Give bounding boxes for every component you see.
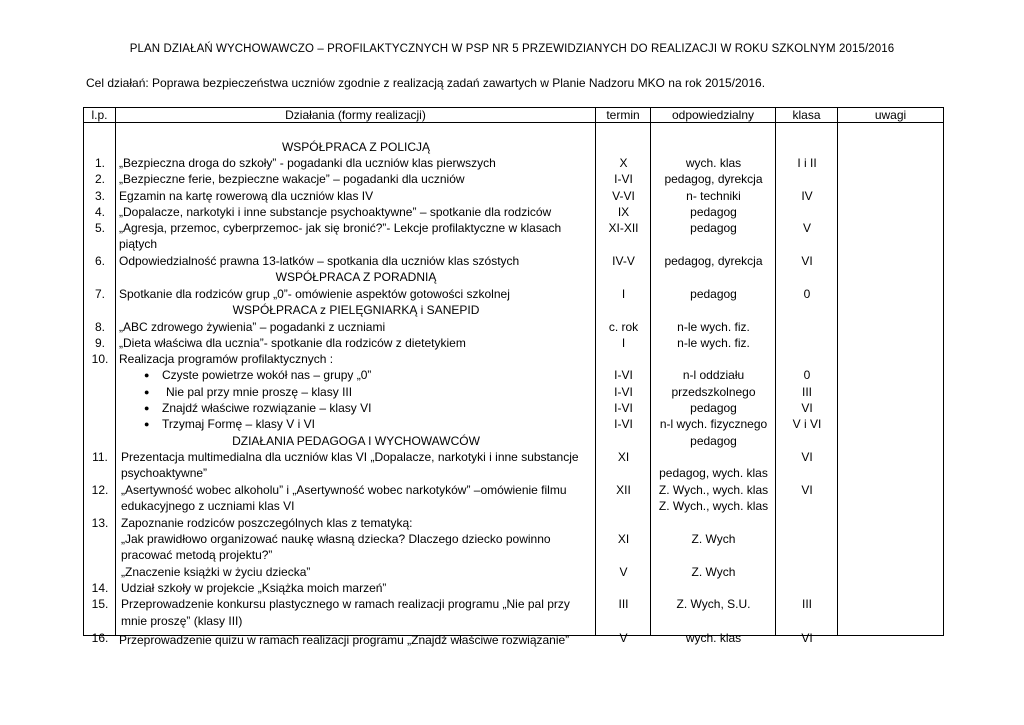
term-value: III <box>618 597 629 611</box>
bullet-icon: ● <box>144 403 150 413</box>
responsible-value: przedszkolnego <box>671 385 756 399</box>
lp-number: 11. <box>92 450 108 464</box>
goal-statement: Cel działań: Poprawa bezpieczeństwa uczniów zgodnie z realizacją zadań zawartych w Planie Nadzoru MKO na rok 2015/2016. <box>86 76 766 90</box>
responsible-value: pedagog <box>690 401 737 415</box>
action-text: Prezentacja multimedialna dla uczniów klas VI „Dopalacze, narkotyki i inne substancje <box>121 450 579 464</box>
responsible-value: pedagog <box>690 221 737 235</box>
responsible-value: Z. Wych <box>691 565 736 579</box>
lp-column <box>84 123 116 645</box>
action-text: „Znaczenie książki w życiu dziecka” <box>121 565 311 579</box>
class-value: VI <box>801 483 813 497</box>
actions-column <box>116 123 596 647</box>
responsible-value: pedagog <box>690 205 737 219</box>
class-value: III <box>801 597 812 611</box>
action-text: piątych <box>119 237 158 251</box>
action-text: „Dieta właściwa dla ucznia”- spotkanie dla rodziców z dietetykiem <box>119 336 466 350</box>
header-notes: uwagi <box>838 108 944 123</box>
term-value: IV-V <box>612 254 635 268</box>
responsible-value: wych. klas <box>685 156 742 170</box>
term-value: V <box>619 631 628 645</box>
term-value: I-VI <box>614 417 633 431</box>
lp-number: 15. <box>91 597 109 611</box>
action-text: pracować metodą projektu?” <box>121 548 273 562</box>
bullet-icon: ● <box>144 370 150 380</box>
term-value: XI <box>617 532 630 546</box>
responsible-value: Z. Wych., wych. klas <box>658 499 769 513</box>
program-item: Znajdź właściwe rozwiązanie – klasy VI <box>162 401 372 415</box>
term-value: X <box>619 156 628 170</box>
term-value: IX <box>617 205 630 219</box>
term-value: I-VI <box>614 172 633 186</box>
lp-number: 1. <box>94 156 105 170</box>
responsible-value: wych. klas <box>685 631 742 645</box>
action-text: mnie proszę” (klasy III) <box>121 614 243 628</box>
action-text: Odpowiedzialność prawna 13-latków – spotkania dla uczniów klas szóstych <box>119 254 520 268</box>
action-text: Przeprowadzenie quizu w ramach realizacji programu „Znajdź właściwe rozwiązanie” <box>119 633 570 647</box>
term-value: XII <box>616 483 631 497</box>
page-title: PLAN DZIAŁAŃ WYCHOWAWCZO – PROFILAKTYCZNYCH W PSP NR 5 PRZEWIDZIANYCH DO REALIZACJI W ROKU SZKOLNYM 2015/2016 <box>129 43 895 55</box>
responsible-value: n-l wych. fizycznego <box>659 417 768 431</box>
class-value: VI <box>801 450 813 464</box>
term-value: XI-XII <box>608 221 639 235</box>
responsible-value: pedagog, dyrekcja <box>664 254 763 268</box>
class-value: V i VI <box>792 417 822 431</box>
section-heading: DZIAŁANIA PEDAGOGA I WYCHOWAWCÓW <box>232 434 480 448</box>
class-value: 0 <box>803 368 811 382</box>
action-text: Przeprowadzenie konkursu plastycznego w ramach realizacji programu „Nie pal przy <box>121 597 570 611</box>
action-text: „Dopalacze, narkotyki i inne substancje psychoaktywne” – spotkanie dla rodziców <box>119 205 552 219</box>
header-term: termin <box>596 108 651 123</box>
lp-number: 12. <box>91 483 109 497</box>
action-text: Spotkanie dla rodziców grup „0”- omówienie aspektów gotowości szkolnej <box>119 287 510 301</box>
section-heading: WSPÓŁPRACA Z POLICJĄ <box>281 140 431 154</box>
plan-table <box>83 107 944 647</box>
class-value: 0 <box>803 287 811 301</box>
class-value: IV <box>801 189 813 203</box>
lp-number: 10. <box>91 352 109 366</box>
action-text: edukacyjnego z uczniami klas VI <box>121 499 295 513</box>
action-text: Realizacja programów profilaktycznych : <box>119 352 334 366</box>
term-value: XI <box>617 450 630 464</box>
term-column <box>596 123 651 645</box>
term-value: I-VI <box>614 385 633 399</box>
term-value: V-VI <box>612 189 635 203</box>
lp-number: 6. <box>94 254 105 268</box>
class-column <box>776 123 838 645</box>
class-value: VI <box>801 254 813 268</box>
action-text: psychoaktywne” <box>121 466 208 480</box>
responsible-value: Z. Wych., wych. klas <box>658 483 769 497</box>
responsible-value: n-le wych. fiz. <box>677 336 750 350</box>
lp-number: 5. <box>94 221 105 235</box>
bullet-icon: ● <box>144 419 150 429</box>
action-text: Zapoznanie rodziców poszczególnych klas z tematyką: <box>121 516 413 530</box>
action-text: „ABC zdrowego żywienia” – pogadanki z uczniami <box>119 320 386 334</box>
lp-number: 2. <box>94 172 105 186</box>
term-value: I <box>621 287 626 301</box>
responsible-value: Z. Wych <box>691 532 736 546</box>
header-responsible: odpowiedzialny <box>651 108 776 123</box>
action-text: „Jak prawidłowo organizować naukę własną dziecka? Dlaczego dziecko powinno <box>121 532 551 546</box>
action-text: Udział szkoły w projekcie „Książka moich marzeń” <box>121 581 387 595</box>
action-text: „Bezpieczne ferie, bezpieczne wakacje” – pogadanki dla uczniów <box>119 172 465 186</box>
table-header-row <box>84 108 944 123</box>
responsible-value: n-le wych. fiz. <box>677 320 750 334</box>
responsible-column <box>651 123 776 645</box>
responsible-value: pedagog, dyrekcja <box>664 172 763 186</box>
header-class: klasa <box>776 108 838 123</box>
lp-number: 9. <box>94 336 105 350</box>
lp-number: 3. <box>94 189 105 203</box>
term-value: V <box>619 565 628 579</box>
class-value: I i II <box>797 156 817 170</box>
responsible-value: n-l oddziału <box>682 368 745 382</box>
class-value: V <box>802 221 811 235</box>
class-value: VI <box>801 401 813 415</box>
term-value: I-VI <box>614 401 633 415</box>
lp-number: 8. <box>94 320 105 334</box>
section-heading: WSPÓŁPRACA z PIELĘGNIARKĄ i SANEPID <box>232 303 480 317</box>
action-text: Egzamin na kartę rowerową dla uczniów klas IV <box>119 189 374 203</box>
lp-number: 14. <box>91 581 109 595</box>
responsible-value: n- techniki <box>686 189 741 203</box>
responsible-value: pedagog <box>690 434 737 448</box>
program-item: Czyste powietrze wokół nas – grupy „0” <box>162 368 372 382</box>
table-body-row <box>84 123 944 636</box>
action-text: „Asertywność wobec alkoholu” i „Asertywność wobec narkotyków” –omówienie filmu <box>121 483 567 497</box>
lp-number: 13. <box>91 516 109 530</box>
class-value: III <box>801 385 812 399</box>
term-value: I <box>621 336 626 350</box>
program-item: Nie pal przy mnie proszę – klasy III <box>166 385 353 399</box>
bullet-icon: ● <box>144 387 150 397</box>
lp-number: 7. <box>94 287 105 301</box>
lp-number: 16. <box>91 631 109 645</box>
action-text: „Agresja, przemoc, cyberprzemoc- jak się bronić?”- Lekcje profilaktyczne w klasach <box>119 221 562 235</box>
notes-column <box>838 123 944 636</box>
action-text: „Bezpieczna droga do szkoły” - pogadanki dla uczniów klas pierwszych <box>119 156 496 170</box>
program-item: Trzymaj Formę – klasy V i VI <box>162 417 315 431</box>
responsible-value: Z. Wych, S.U. <box>676 597 751 611</box>
header-lp: l.p. <box>84 108 116 123</box>
section-heading: WSPÓŁPRACA Z PORADNIĄ <box>275 270 437 284</box>
class-value: VI <box>801 631 813 645</box>
responsible-value: pedagog <box>690 287 737 301</box>
responsible-value: pedagog, wych. klas <box>659 466 768 480</box>
term-value: I-VI <box>614 368 633 382</box>
lp-number: 4. <box>94 205 105 219</box>
term-value: c. rok <box>608 320 639 334</box>
header-actions: Działania (formy realizacji) <box>116 108 596 123</box>
